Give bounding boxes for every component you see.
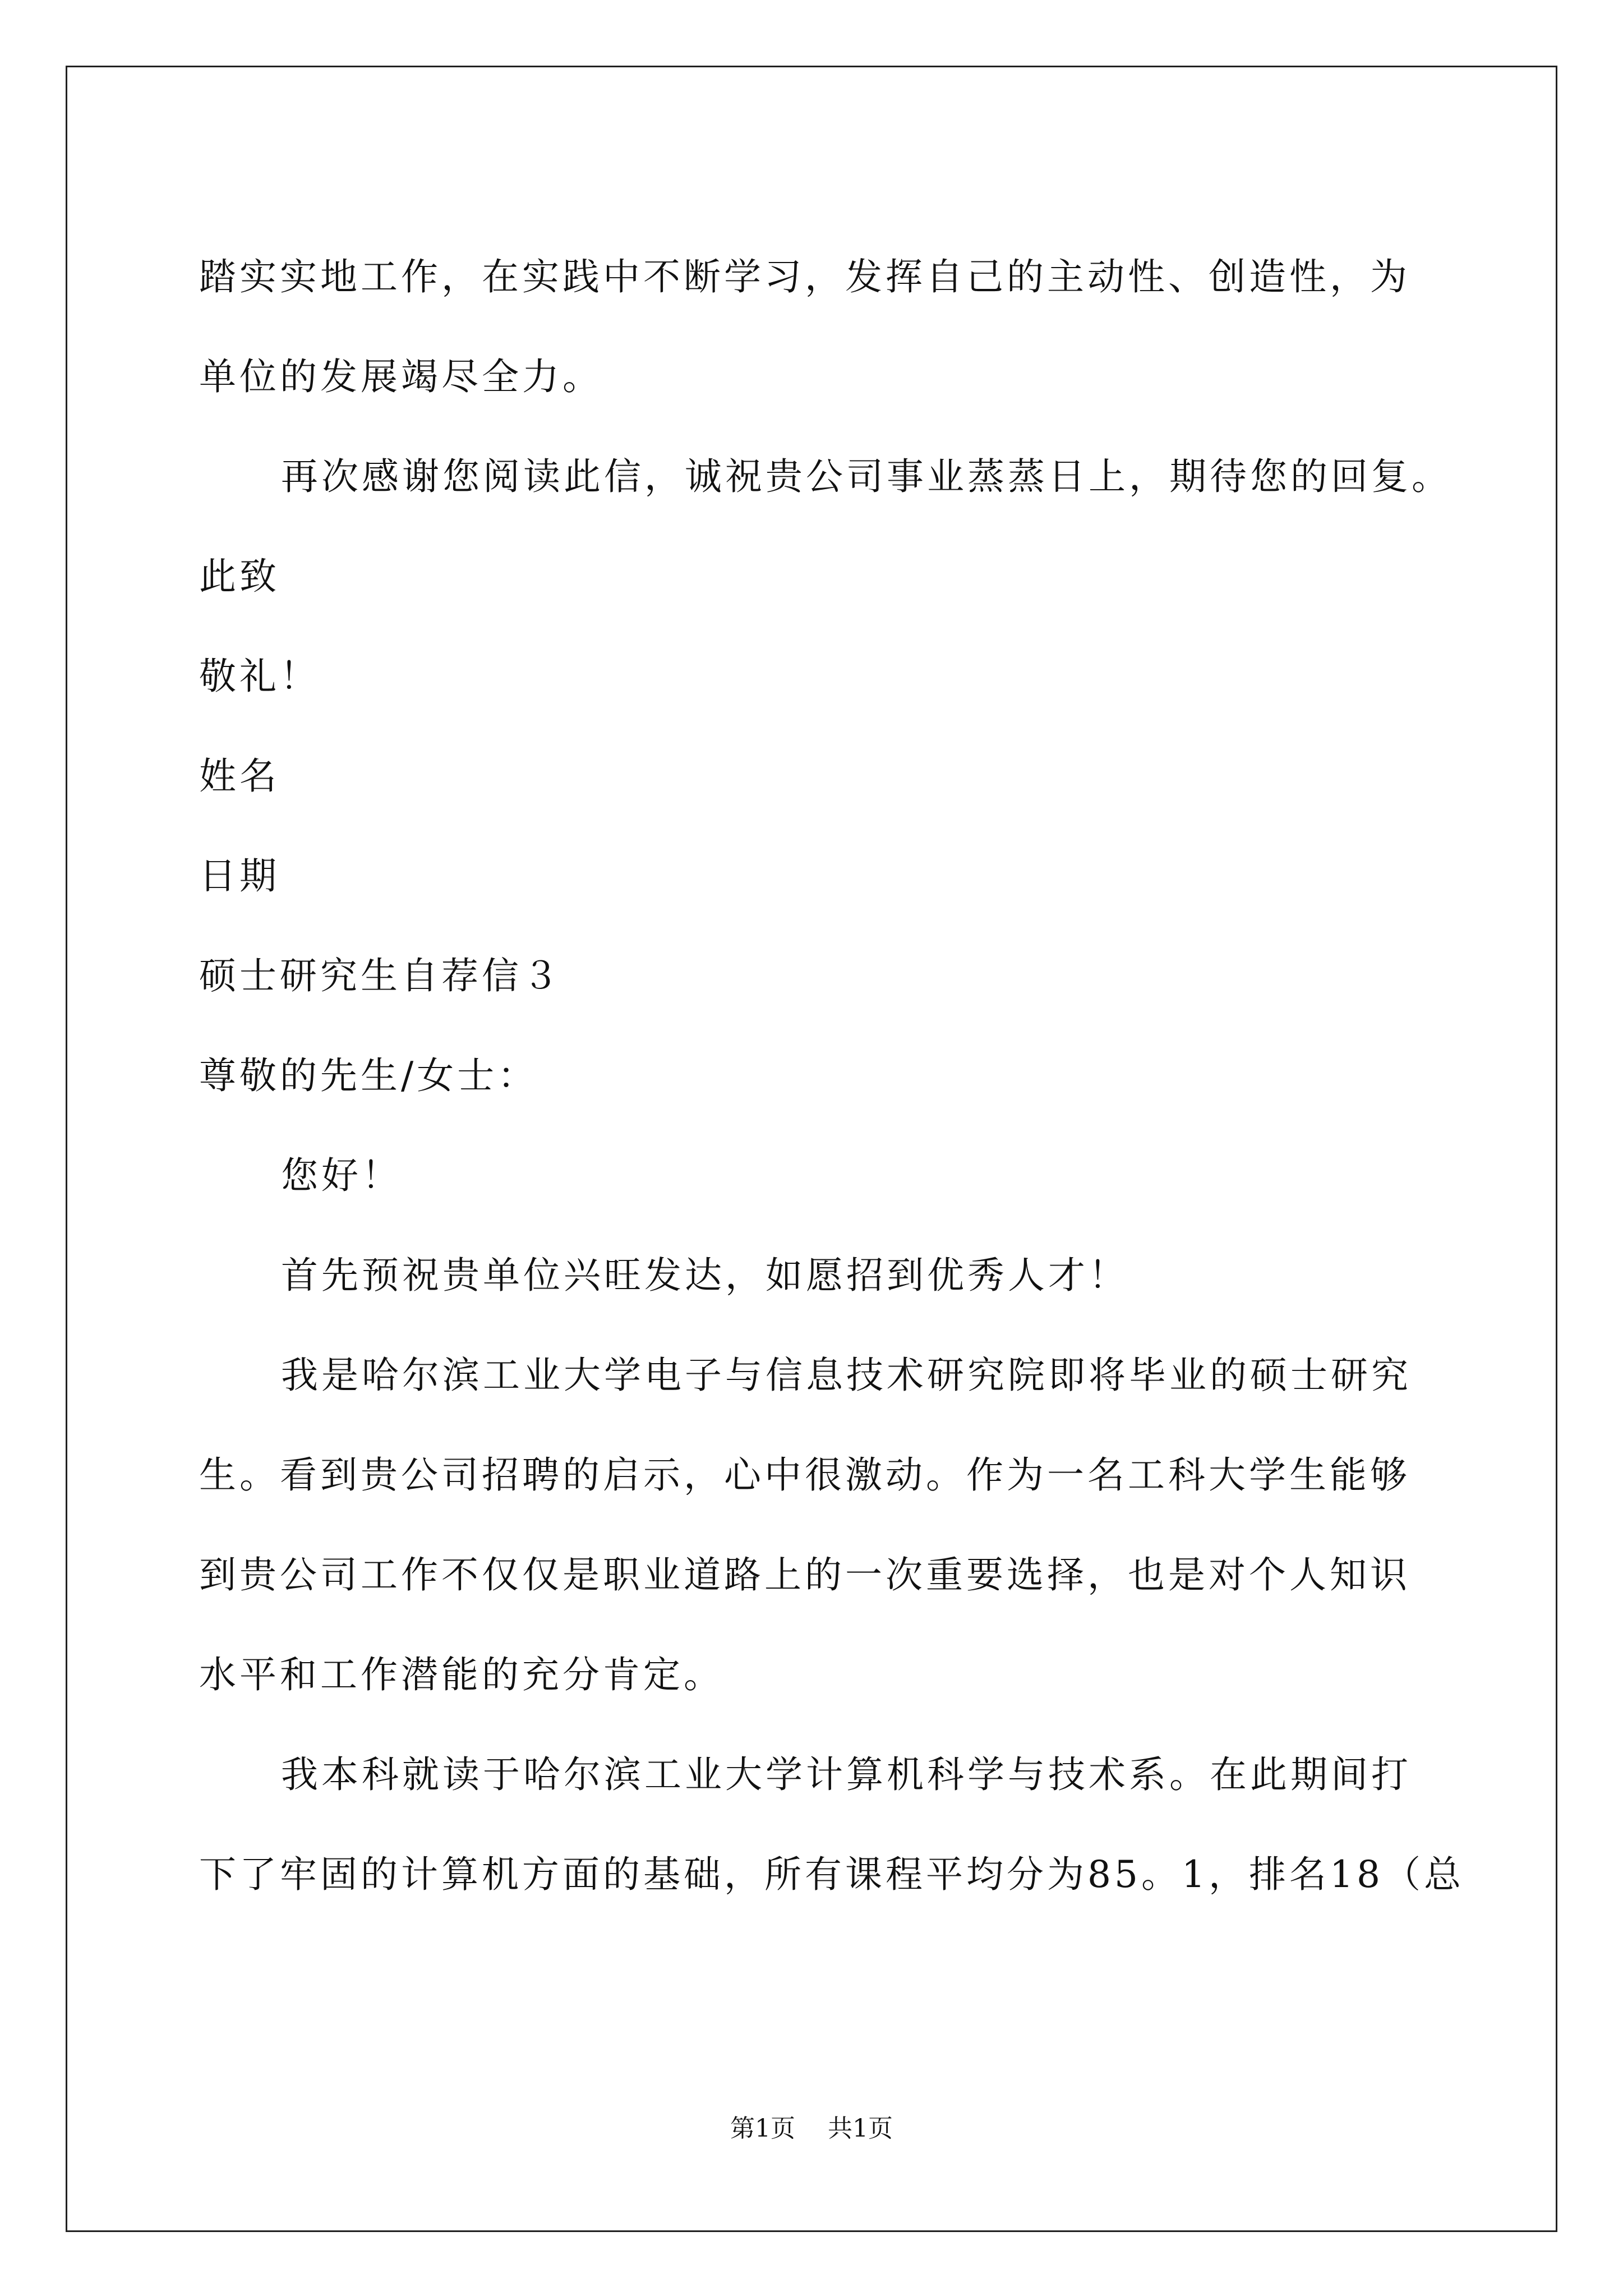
text-line: 到贵公司工作不仅仅是职业道路上的一次重要选择，也是对个人知识 (199, 1553, 1410, 1596)
text-line: 水平和工作潜能的充分肯定。 (199, 1653, 724, 1696)
document-body (199, 227, 1467, 1925)
text-line: 生。看到贵公司招聘的启示，心中很激动。作为一名工科大学生能够 (199, 1453, 1410, 1497)
text-line: 再次感谢您阅读此信，诚祝贵公司事业蒸蒸日上，期待您的回复。 (281, 455, 1452, 498)
page-number: 第1页 (730, 2114, 795, 2143)
page-total: 共1页 (828, 2114, 893, 2143)
text-line: 首先预祝贵单位兴旺发达，如愿招到优秀人才！ (281, 1254, 1129, 1297)
closing-regards: 敬礼！ (199, 655, 320, 698)
signature-name: 姓名 (199, 754, 280, 798)
text-line: 我本科就读于哈尔滨工业大学计算机科学与技术系。在此期间打 (281, 1753, 1412, 1796)
page-footer (0, 2108, 1623, 2144)
section-title: 硕士研究生自荐信３ (199, 954, 562, 997)
text-line: 我是哈尔滨工业大学电子与信息技术研究院即将毕业的硕士研究 (281, 1354, 1412, 1397)
signature-date: 日期 (199, 854, 280, 898)
closing-salutation: 此致 (199, 555, 280, 598)
text-line: 您好！ (281, 1154, 402, 1197)
letter-greeting: 尊敬的先生/女士： (199, 1054, 538, 1097)
text-line: 单位的发展竭尽全力。 (199, 355, 603, 398)
text-line: 踏实实地工作，在实践中不断学习，发挥自己的主动性、创造性，为 (199, 255, 1410, 298)
text-line: 下了牢固的计算机方面的基础，所有课程平均分为85。1，排名18（总 (199, 1853, 1464, 1896)
